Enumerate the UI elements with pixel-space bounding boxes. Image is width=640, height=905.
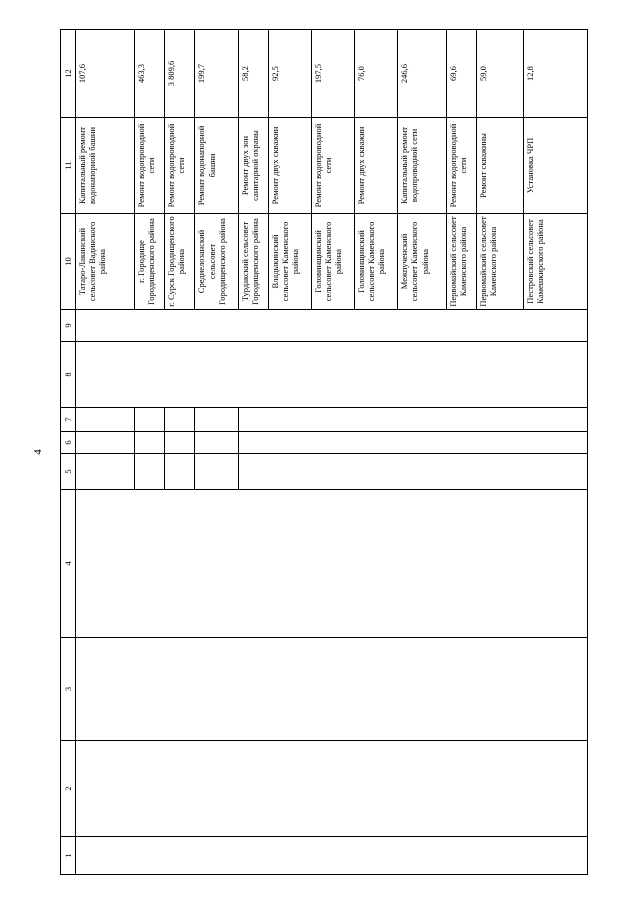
locality-cell: г. Сурск Городищенского района [165, 214, 195, 310]
work-cell: Ремонт двух скважин [355, 118, 398, 214]
locality-cell: Головинщинский сельсовет Каменского района [355, 214, 398, 310]
cell-c5 [195, 454, 238, 490]
cell-c7 [135, 408, 165, 432]
work-cell: Установка ЧРП [523, 118, 588, 214]
amount-cell: 69,6 [447, 30, 477, 118]
column-header: 11 [61, 118, 76, 214]
works-table [60, 29, 588, 875]
column-header: 12 [61, 30, 76, 118]
column-header: 1 [61, 837, 76, 875]
work-cell: Ремонт водопроводной сети [311, 118, 354, 214]
amount-cell: 58,2 [238, 30, 268, 118]
work-cell: Ремонт водопроводной сети [447, 118, 477, 214]
cell-c1 [76, 837, 588, 875]
amount-cell: 107,6 [76, 30, 135, 118]
locality-cell: г. Городище Городищенского района [135, 214, 165, 310]
cell-c5 [238, 454, 587, 490]
cell-c7 [76, 408, 135, 432]
locality-cell: Первомайский сельсовет Каменского района [477, 214, 523, 310]
work-cell: Ремонт двух зон санитарной охраны [238, 118, 268, 214]
cell-c6 [195, 432, 238, 454]
cell-c6 [165, 432, 195, 454]
work-cell: Ремонт водонапорной башни [195, 118, 238, 214]
cell-c6 [76, 432, 135, 454]
amount-cell: 199,7 [195, 30, 238, 118]
amount-cell: 76,0 [355, 30, 398, 118]
cell-c3 [76, 638, 588, 741]
locality-cell: Турдакский сельсовет Городищенского района [238, 214, 268, 310]
locality-cell: Межпученский сельсовет Каменского района [398, 214, 447, 310]
page-number: 4 [32, 449, 44, 455]
locality-cell: Первомайский сельсовет Каменского района [447, 214, 477, 310]
work-cell: Капитальный ремонт водопроводной сети [398, 118, 447, 214]
cell-c6 [238, 432, 587, 454]
column-header: 4 [61, 490, 76, 638]
column-header: 9 [61, 310, 76, 342]
column-header: 2 [61, 741, 76, 837]
work-cell: Ремонт водопроводной сети [135, 118, 165, 214]
column-header: 3 [61, 638, 76, 741]
work-cell: Ремонт скважины [477, 118, 523, 214]
amount-cell: 92,5 [268, 30, 311, 118]
locality-cell: Средиелозанский сельсовет Городищенского района [195, 214, 238, 310]
amount-cell: 59,0 [477, 30, 523, 118]
amount-cell: 246,6 [398, 30, 447, 118]
work-cell: Ремонт двух скважин [268, 118, 311, 214]
cell-c5 [165, 454, 195, 490]
cell-c7 [165, 408, 195, 432]
locality-cell: Татаро-Лакинский сельсовет Вадинского района [76, 214, 135, 310]
header-row [61, 30, 76, 875]
cell-c7 [238, 408, 587, 432]
cell-c8 [76, 342, 588, 408]
locality-cell: Владыкинский сельсовет Каменского района [268, 214, 311, 310]
work-cell: Ремонт водопроводной сети [165, 118, 195, 214]
rotated-table-container [60, 30, 588, 875]
column-header: 7 [61, 408, 76, 432]
cell-c7 [195, 408, 238, 432]
cell-c5 [135, 454, 165, 490]
amount-cell: 12,8 [523, 30, 588, 118]
cell-c5 [76, 454, 135, 490]
column-header: 8 [61, 342, 76, 408]
column-header: 10 [61, 214, 76, 310]
cell-c2 [76, 741, 588, 837]
cell-c4 [76, 490, 588, 638]
column-header: 5 [61, 454, 76, 490]
amount-cell: 463,3 [135, 30, 165, 118]
work-cell: Капитальный ремонт водонапорной башни [76, 118, 135, 214]
amount-cell: 197,5 [311, 30, 354, 118]
locality-cell: Головинщинский сельсовет Каменского района [311, 214, 354, 310]
cell-c9 [76, 310, 588, 342]
table-row [76, 30, 135, 875]
cell-c6 [135, 432, 165, 454]
locality-cell: Пестровский сельсовет Камешкирского района [523, 214, 588, 310]
column-header: 6 [61, 432, 76, 454]
amount-cell: 3 809,6 [165, 30, 195, 118]
